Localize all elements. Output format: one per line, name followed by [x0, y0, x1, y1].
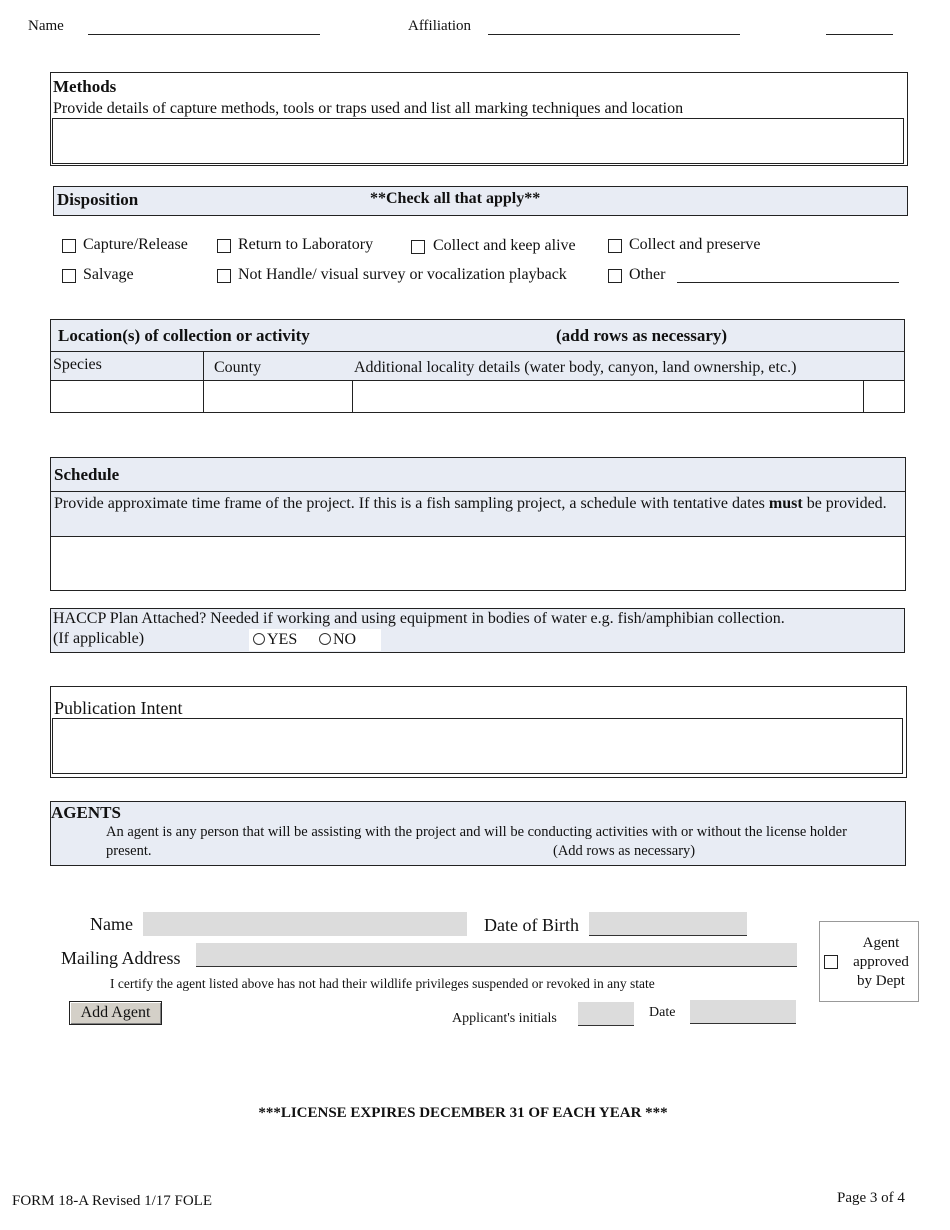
- return-lab-checkbox[interactable]: [217, 239, 231, 253]
- disposition-note: **Check all that apply**: [370, 190, 541, 207]
- agent-address-input[interactable]: [196, 943, 797, 967]
- no-radio-icon: [319, 633, 331, 645]
- agent-approved-checkbox[interactable]: [824, 955, 838, 969]
- haccp-applicable: (If applicable): [53, 630, 145, 647]
- affiliation-input[interactable]: [488, 34, 740, 35]
- header-extra-input[interactable]: [826, 34, 893, 35]
- other-label: Other: [629, 266, 666, 283]
- applicant-initials-label: Applicant's initials: [452, 1011, 557, 1026]
- publication-section: [50, 686, 907, 778]
- county-cell-input[interactable]: [203, 380, 353, 413]
- agents-description: An agent is any person that will be assisting with the project and will be conducting activities with or without the license holder present.: [106, 824, 847, 859]
- agent-date-label: Date: [649, 1005, 676, 1020]
- schedule-input[interactable]: [50, 536, 906, 591]
- locations-title: Location(s) of collection or activity: [58, 326, 310, 345]
- haccp-yes-option[interactable]: [253, 631, 297, 649]
- other-checkbox[interactable]: [608, 269, 622, 283]
- disposition-header: [53, 186, 908, 216]
- publication-title: Publication Intent: [54, 698, 183, 718]
- not-handle-label: Not Handle/ visual survey or vocalization playback: [238, 266, 567, 283]
- agents-note: (Add rows as necessary): [553, 843, 696, 859]
- agents-title: AGENTS: [51, 803, 121, 822]
- schedule-instruction-emphasis: must: [768, 495, 803, 512]
- agent-approved-line3: by Dept: [857, 973, 905, 989]
- agent-name-label: Name: [90, 914, 133, 934]
- agent-approved-box: [819, 921, 919, 1002]
- other-input[interactable]: [677, 282, 899, 283]
- add-agent-button[interactable]: Add Agent: [69, 1001, 162, 1025]
- details-column-header: [352, 351, 905, 381]
- species-column-header: [50, 351, 204, 381]
- species-cell-input[interactable]: [50, 380, 204, 413]
- agent-certify-text: I certify the agent listed above has not had their wildlife privileges suspended or revoked in any state: [110, 976, 655, 991]
- collect-alive-label: Collect and keep alive: [433, 237, 576, 254]
- agents-section: [50, 801, 906, 866]
- agent-address-label: Mailing Address: [61, 948, 181, 968]
- row-extra-cell: [863, 380, 905, 413]
- form-id: FORM 18-A Revised 1/17 FOLE: [12, 1193, 213, 1209]
- name-input[interactable]: [88, 34, 320, 35]
- collect-alive-checkbox[interactable]: [411, 240, 425, 254]
- agent-dob-label: Date of Birth: [484, 915, 579, 935]
- capture-release-checkbox[interactable]: [62, 239, 76, 253]
- haccp-section: [50, 608, 905, 653]
- not-handle-checkbox[interactable]: [217, 269, 231, 283]
- license-expiry-notice: ***LICENSE EXPIRES DECEMBER 31 OF EACH YEAR ***: [258, 1105, 668, 1121]
- agent-approved-label: [846, 934, 916, 991]
- agent-dob-input[interactable]: [589, 912, 747, 936]
- haccp-yes-label: YES: [267, 631, 298, 648]
- applicant-initials-input[interactable]: [578, 1002, 634, 1026]
- capture-release-label: Capture/Release: [83, 236, 188, 253]
- page-number: Page 3 of 4: [837, 1190, 905, 1206]
- methods-input[interactable]: [52, 118, 904, 164]
- schedule-title: Schedule: [54, 465, 120, 484]
- schedule-instruction-text: Provide approximate time frame of the project. If this is a fish sampling project, a schedule with tentative dates: [54, 495, 769, 512]
- haccp-no-label: NO: [333, 631, 357, 648]
- methods-section: [50, 72, 908, 166]
- details-cell-input[interactable]: [352, 380, 864, 413]
- publication-input[interactable]: [52, 718, 903, 774]
- name-label: Name: [28, 18, 64, 34]
- agent-date-input[interactable]: [690, 1000, 796, 1024]
- return-lab-label: Return to Laboratory: [238, 236, 374, 253]
- locations-header: [50, 319, 905, 352]
- schedule-instruction-end: be provided.: [802, 495, 887, 512]
- salvage-label: Salvage: [83, 266, 134, 283]
- agent-name-input[interactable]: [143, 912, 467, 936]
- methods-title: Methods: [53, 77, 117, 96]
- salvage-checkbox[interactable]: [62, 269, 76, 283]
- haccp-no-option[interactable]: [319, 631, 356, 649]
- haccp-radio-group: [249, 629, 381, 651]
- disposition-title: Disposition: [57, 190, 139, 209]
- agent-approved-line2: approved: [853, 954, 909, 970]
- locations-note: (add rows as necessary): [556, 326, 728, 345]
- collect-preserve-label: Collect and preserve: [629, 236, 761, 253]
- agent-approved-line1: Agent: [862, 935, 900, 951]
- species-header-label: Species: [53, 356, 102, 373]
- haccp-question: HACCP Plan Attached? Needed if working and using equipment in bodies of water e.g. fish/amphibian collection.: [53, 610, 785, 627]
- schedule-header: [50, 457, 906, 492]
- methods-instruction: Provide details of capture methods, tools or traps used and list all marking techniques and location: [53, 100, 684, 117]
- collect-preserve-checkbox[interactable]: [608, 239, 622, 253]
- county-column-header: [203, 351, 353, 381]
- affiliation-label: Affiliation: [408, 18, 472, 34]
- yes-radio-icon: [253, 633, 265, 645]
- details-header-label: Additional locality details (water body, canyon, land ownership, etc.): [354, 359, 797, 376]
- county-header-label: County: [214, 359, 262, 376]
- schedule-instruction: [50, 491, 906, 537]
